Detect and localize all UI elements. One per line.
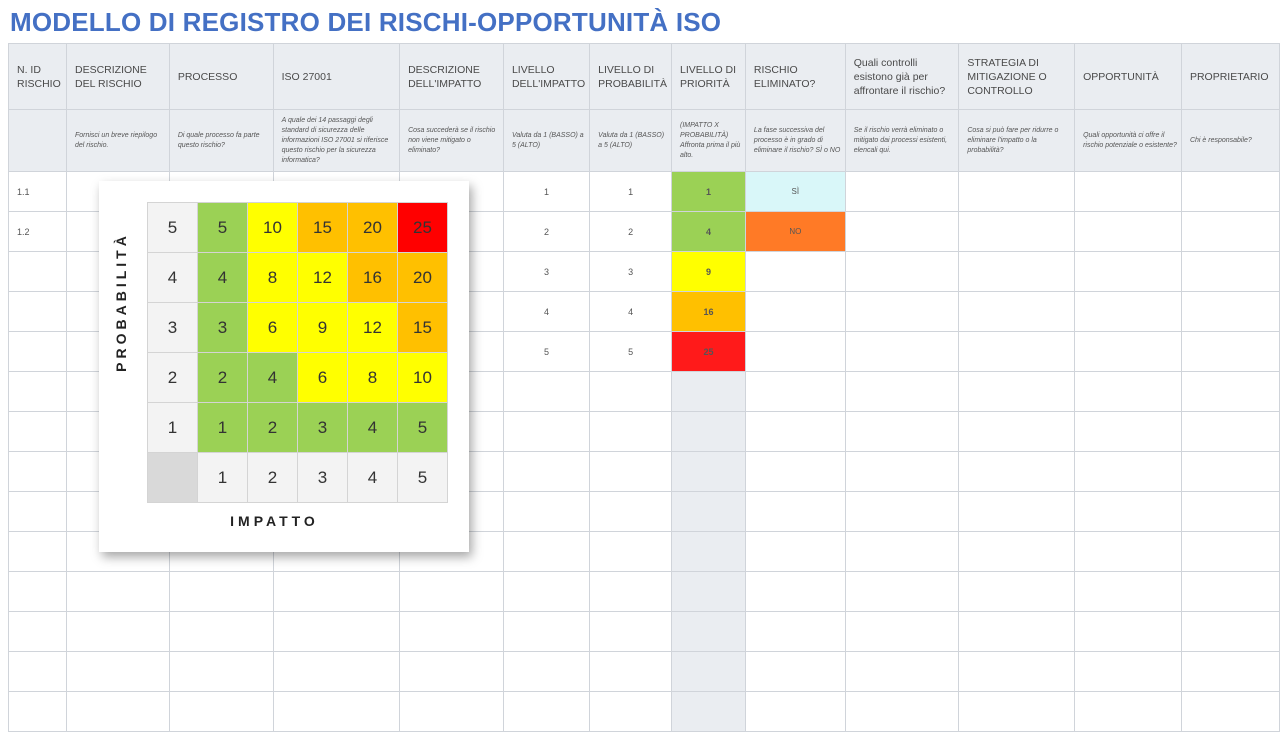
risk-matrix bbox=[147, 202, 448, 503]
table-cell[interactable] bbox=[590, 652, 672, 692]
column-instruction: Se il rischio verrà eliminato o mitigato dai processi esistenti, elencali qui. bbox=[845, 110, 959, 172]
probability-cell[interactable]: 5 bbox=[590, 332, 672, 372]
table-cell[interactable] bbox=[169, 692, 273, 732]
table-cell[interactable] bbox=[845, 292, 959, 332]
table-cell[interactable] bbox=[1075, 532, 1182, 572]
table-cell[interactable] bbox=[959, 332, 1075, 372]
table-cell[interactable] bbox=[1181, 532, 1279, 572]
matrix-probability-label: 4 bbox=[148, 253, 198, 303]
table-cell[interactable] bbox=[590, 532, 672, 572]
matrix-impact-label: 1 bbox=[198, 453, 248, 503]
column-instruction: Cosa succederà se il rischio non viene mitigato o eliminato? bbox=[400, 110, 504, 172]
matrix-cell: 5 bbox=[398, 403, 448, 453]
column-instruction: Valuta da 1 (BASSO) a 5 (ALTO) bbox=[503, 110, 589, 172]
table-cell[interactable] bbox=[745, 372, 845, 412]
matrix-cell: 2 bbox=[248, 403, 298, 453]
table-cell[interactable] bbox=[745, 532, 845, 572]
table-cell[interactable] bbox=[959, 412, 1075, 452]
table-cell[interactable] bbox=[745, 292, 845, 332]
eliminated-cell[interactable]: NO bbox=[745, 212, 845, 252]
table-cell[interactable] bbox=[273, 692, 399, 732]
table-cell[interactable] bbox=[845, 172, 959, 212]
matrix-cell: 4 bbox=[248, 353, 298, 403]
impact-cell[interactable]: 5 bbox=[503, 332, 589, 372]
table-cell[interactable] bbox=[745, 492, 845, 532]
column-header: LIVELLO DELL'IMPATTO bbox=[503, 44, 589, 110]
table-cell[interactable] bbox=[169, 652, 273, 692]
table-cell[interactable] bbox=[169, 572, 273, 612]
matrix-cell: 1 bbox=[198, 403, 248, 453]
table-cell[interactable] bbox=[959, 372, 1075, 412]
table-cell[interactable] bbox=[745, 652, 845, 692]
probability-cell[interactable]: 2 bbox=[590, 212, 672, 252]
table-cell[interactable] bbox=[959, 692, 1075, 732]
table-cell[interactable] bbox=[1181, 212, 1279, 252]
table-cell[interactable] bbox=[273, 572, 399, 612]
table-row bbox=[9, 692, 1280, 732]
priority-cell[interactable] bbox=[672, 492, 746, 532]
table-cell[interactable] bbox=[9, 412, 67, 452]
table-cell[interactable] bbox=[66, 652, 169, 692]
column-header: RISCHIO ELIMINATO? bbox=[745, 44, 845, 110]
table-cell[interactable] bbox=[1075, 612, 1182, 652]
table-cell[interactable] bbox=[66, 572, 169, 612]
matrix-cell: 10 bbox=[398, 353, 448, 403]
table-cell[interactable] bbox=[959, 492, 1075, 532]
table-cell[interactable] bbox=[1181, 492, 1279, 532]
priority-cell[interactable]: 4 bbox=[672, 212, 746, 252]
table-cell[interactable] bbox=[1181, 412, 1279, 452]
table-cell[interactable] bbox=[1075, 452, 1182, 492]
matrix-cell: 4 bbox=[198, 253, 248, 303]
table-row bbox=[9, 572, 1280, 612]
table-cell[interactable] bbox=[590, 452, 672, 492]
matrix-cell: 15 bbox=[398, 303, 448, 353]
priority-cell[interactable] bbox=[672, 612, 746, 652]
table-cell[interactable] bbox=[503, 492, 589, 532]
table-cell[interactable] bbox=[503, 452, 589, 492]
risk-id-cell[interactable]: 1.2 bbox=[9, 212, 67, 252]
column-header: Quali controlli esistono già per affrontare il rischio? bbox=[845, 44, 959, 110]
table-cell[interactable] bbox=[745, 412, 845, 452]
priority-cell[interactable] bbox=[672, 412, 746, 452]
matrix-cell: 8 bbox=[348, 353, 398, 403]
matrix-row bbox=[148, 403, 448, 453]
table-cell[interactable] bbox=[273, 612, 399, 652]
column-instruction bbox=[9, 110, 67, 172]
column-header: STRATEGIA DI MITIGAZIONE O CONTROLLO bbox=[959, 44, 1075, 110]
priority-cell[interactable] bbox=[672, 532, 746, 572]
table-cell[interactable] bbox=[745, 332, 845, 372]
matrix-row bbox=[148, 353, 448, 403]
table-row bbox=[9, 652, 1280, 692]
column-header: DESCRIZIONE DELL'IMPATTO bbox=[400, 44, 504, 110]
table-cell[interactable] bbox=[1075, 652, 1182, 692]
table-cell[interactable] bbox=[66, 692, 169, 732]
table-cell[interactable] bbox=[9, 492, 67, 532]
matrix-cell: 6 bbox=[248, 303, 298, 353]
matrix-cell: 8 bbox=[248, 253, 298, 303]
table-cell[interactable] bbox=[745, 572, 845, 612]
table-cell[interactable] bbox=[845, 372, 959, 412]
table-cell[interactable] bbox=[9, 532, 67, 572]
table-cell[interactable] bbox=[169, 612, 273, 652]
table-cell[interactable] bbox=[9, 452, 67, 492]
matrix-probability-label: 3 bbox=[148, 303, 198, 353]
matrix-cell: 3 bbox=[298, 403, 348, 453]
column-instruction: Chi è responsabile? bbox=[1181, 110, 1279, 172]
table-cell[interactable] bbox=[400, 572, 504, 612]
priority-cell[interactable]: 16 bbox=[672, 292, 746, 332]
table-cell[interactable] bbox=[1181, 692, 1279, 732]
priority-cell[interactable]: 1 bbox=[672, 172, 746, 212]
table-cell[interactable] bbox=[1075, 292, 1182, 332]
risk-matrix-card bbox=[99, 181, 469, 552]
column-instruction: Cosa si può fare per ridurre o eliminare l'impatto o la probabilità? bbox=[959, 110, 1075, 172]
matrix-impact-row bbox=[148, 453, 448, 503]
column-instruction: Valuta da 1 (BASSO) a 5 (ALTO) bbox=[590, 110, 672, 172]
matrix-cell: 9 bbox=[298, 303, 348, 353]
table-cell[interactable] bbox=[590, 572, 672, 612]
matrix-cell: 2 bbox=[198, 353, 248, 403]
impact-cell[interactable]: 3 bbox=[503, 252, 589, 292]
table-cell[interactable] bbox=[959, 172, 1075, 212]
table-cell[interactable] bbox=[959, 452, 1075, 492]
priority-cell[interactable] bbox=[672, 652, 746, 692]
table-cell[interactable] bbox=[400, 612, 504, 652]
column-header: DESCRIZIONE DEL RISCHIO bbox=[66, 44, 169, 110]
priority-cell[interactable] bbox=[672, 452, 746, 492]
matrix-corner bbox=[148, 453, 198, 503]
table-cell[interactable] bbox=[959, 612, 1075, 652]
matrix-row bbox=[148, 303, 448, 353]
priority-cell[interactable]: 9 bbox=[672, 252, 746, 292]
table-cell[interactable] bbox=[1181, 452, 1279, 492]
table-cell[interactable] bbox=[959, 252, 1075, 292]
table-cell[interactable] bbox=[1075, 212, 1182, 252]
table-cell[interactable] bbox=[590, 692, 672, 732]
table-cell[interactable] bbox=[845, 452, 959, 492]
probability-cell[interactable]: 1 bbox=[590, 172, 672, 212]
table-cell[interactable] bbox=[1181, 292, 1279, 332]
matrix-probability-label: 2 bbox=[148, 353, 198, 403]
table-cell[interactable] bbox=[845, 612, 959, 652]
column-header: ISO 27001 bbox=[273, 44, 399, 110]
column-header: PROPRIETARIO bbox=[1181, 44, 1279, 110]
table-cell[interactable] bbox=[1181, 372, 1279, 412]
matrix-probability-label: 5 bbox=[148, 203, 198, 253]
table-cell[interactable] bbox=[9, 652, 67, 692]
probability-cell[interactable]: 3 bbox=[590, 252, 672, 292]
table-row bbox=[9, 612, 1280, 652]
matrix-cell: 25 bbox=[398, 203, 448, 253]
column-header: LIVELLO DI PRIORITÀ bbox=[672, 44, 746, 110]
table-cell[interactable] bbox=[503, 412, 589, 452]
matrix-impact-label: 3 bbox=[298, 453, 348, 503]
column-header: OPPORTUNITÀ bbox=[1075, 44, 1182, 110]
impact-cell[interactable]: 2 bbox=[503, 212, 589, 252]
priority-cell[interactable] bbox=[672, 572, 746, 612]
table-cell[interactable] bbox=[503, 572, 589, 612]
table-cell[interactable] bbox=[503, 652, 589, 692]
matrix-y-label: PROBABILITÀ bbox=[113, 232, 129, 372]
table-cell[interactable] bbox=[1075, 492, 1182, 532]
risk-id-cell[interactable] bbox=[9, 292, 67, 332]
matrix-x-label: IMPATTO bbox=[230, 513, 319, 529]
table-cell[interactable] bbox=[1181, 172, 1279, 212]
table-cell[interactable] bbox=[1181, 652, 1279, 692]
table-cell[interactable] bbox=[845, 252, 959, 292]
table-cell[interactable] bbox=[1075, 692, 1182, 732]
table-cell[interactable] bbox=[400, 692, 504, 732]
matrix-cell: 15 bbox=[298, 203, 348, 253]
instructions-row bbox=[9, 110, 1280, 172]
risk-id-cell[interactable] bbox=[9, 252, 67, 292]
matrix-cell: 3 bbox=[198, 303, 248, 353]
table-cell[interactable] bbox=[1181, 332, 1279, 372]
table-cell[interactable] bbox=[1181, 252, 1279, 292]
table-cell[interactable] bbox=[745, 692, 845, 732]
matrix-cell: 5 bbox=[198, 203, 248, 253]
table-cell[interactable] bbox=[959, 652, 1075, 692]
column-instruction: Quali opportunità ci offre il rischio potenziale o esistente? bbox=[1075, 110, 1182, 172]
table-cell[interactable] bbox=[1181, 572, 1279, 612]
column-header: PROCESSO bbox=[169, 44, 273, 110]
matrix-cell: 10 bbox=[248, 203, 298, 253]
table-cell[interactable] bbox=[845, 692, 959, 732]
table-cell[interactable] bbox=[590, 372, 672, 412]
table-cell[interactable] bbox=[590, 412, 672, 452]
matrix-cell: 20 bbox=[398, 253, 448, 303]
matrix-impact-label: 4 bbox=[348, 453, 398, 503]
matrix-impact-label: 5 bbox=[398, 453, 448, 503]
table-cell[interactable] bbox=[959, 572, 1075, 612]
table-cell[interactable] bbox=[1075, 332, 1182, 372]
table-cell[interactable] bbox=[590, 492, 672, 532]
header-row bbox=[9, 44, 1280, 110]
impact-cell[interactable]: 4 bbox=[503, 292, 589, 332]
table-cell[interactable] bbox=[1075, 572, 1182, 612]
table-cell[interactable] bbox=[66, 612, 169, 652]
table-cell[interactable] bbox=[9, 612, 67, 652]
table-cell[interactable] bbox=[1075, 252, 1182, 292]
column-header: LIVELLO DI PROBABILITÀ bbox=[590, 44, 672, 110]
table-cell[interactable] bbox=[9, 372, 67, 412]
page-title: MODELLO DI REGISTRO DEI RISCHI-OPPORTUNITÀ ISO bbox=[10, 7, 722, 37]
column-instruction: A quale dei 14 passaggi degli standard di sicurezza delle informazioni ISO 27001 si riferisce questo rischio per la sicurezza informatica? bbox=[273, 110, 399, 172]
table-cell[interactable] bbox=[745, 252, 845, 292]
table-cell[interactable] bbox=[1075, 372, 1182, 412]
table-cell[interactable] bbox=[273, 652, 399, 692]
priority-cell[interactable] bbox=[672, 692, 746, 732]
table-cell[interactable] bbox=[9, 572, 67, 612]
matrix-cell: 12 bbox=[348, 303, 398, 353]
column-header: N. ID RISCHIO bbox=[9, 44, 67, 110]
column-instruction: Fornisci un breve riepilogo del rischio. bbox=[66, 110, 169, 172]
table-cell[interactable] bbox=[959, 292, 1075, 332]
table-cell[interactable] bbox=[590, 612, 672, 652]
priority-cell[interactable] bbox=[672, 372, 746, 412]
matrix-cell: 16 bbox=[348, 253, 398, 303]
table-cell[interactable] bbox=[1181, 612, 1279, 652]
table-cell[interactable] bbox=[845, 492, 959, 532]
matrix-cell: 6 bbox=[298, 353, 348, 403]
table-cell[interactable] bbox=[845, 332, 959, 372]
column-instruction: (IMPATTO X PROBABILITÀ) Affronta prima il più alto. bbox=[672, 110, 746, 172]
table-cell[interactable] bbox=[503, 692, 589, 732]
table-cell[interactable] bbox=[745, 452, 845, 492]
table-cell[interactable] bbox=[400, 652, 504, 692]
table-cell[interactable] bbox=[503, 532, 589, 572]
table-cell[interactable] bbox=[959, 532, 1075, 572]
table-cell[interactable] bbox=[845, 532, 959, 572]
matrix-row bbox=[148, 203, 448, 253]
table-cell[interactable] bbox=[959, 212, 1075, 252]
matrix-cell: 20 bbox=[348, 203, 398, 253]
matrix-cell: 4 bbox=[348, 403, 398, 453]
column-instruction: La fase successiva del processo è in grado di eliminare il rischio? SÌ o NO bbox=[745, 110, 845, 172]
table-cell[interactable] bbox=[845, 212, 959, 252]
risk-id-cell[interactable] bbox=[9, 332, 67, 372]
table-cell[interactable] bbox=[1075, 172, 1182, 212]
matrix-row bbox=[148, 253, 448, 303]
table-cell[interactable] bbox=[503, 372, 589, 412]
table-cell[interactable] bbox=[845, 572, 959, 612]
impact-cell[interactable]: 1 bbox=[503, 172, 589, 212]
probability-cell[interactable]: 4 bbox=[590, 292, 672, 332]
priority-cell[interactable]: 25 bbox=[672, 332, 746, 372]
column-instruction: Di quale processo fa parte questo rischio? bbox=[169, 110, 273, 172]
table-cell[interactable] bbox=[1075, 412, 1182, 452]
table-cell[interactable] bbox=[845, 412, 959, 452]
risk-id-cell[interactable]: 1.1 bbox=[9, 172, 67, 212]
eliminated-cell[interactable]: SÌ bbox=[745, 172, 845, 212]
table-cell[interactable] bbox=[745, 612, 845, 652]
matrix-probability-label: 1 bbox=[148, 403, 198, 453]
table-cell[interactable] bbox=[9, 692, 67, 732]
table-cell[interactable] bbox=[503, 612, 589, 652]
matrix-impact-label: 2 bbox=[248, 453, 298, 503]
matrix-cell: 12 bbox=[298, 253, 348, 303]
table-cell[interactable] bbox=[845, 652, 959, 692]
